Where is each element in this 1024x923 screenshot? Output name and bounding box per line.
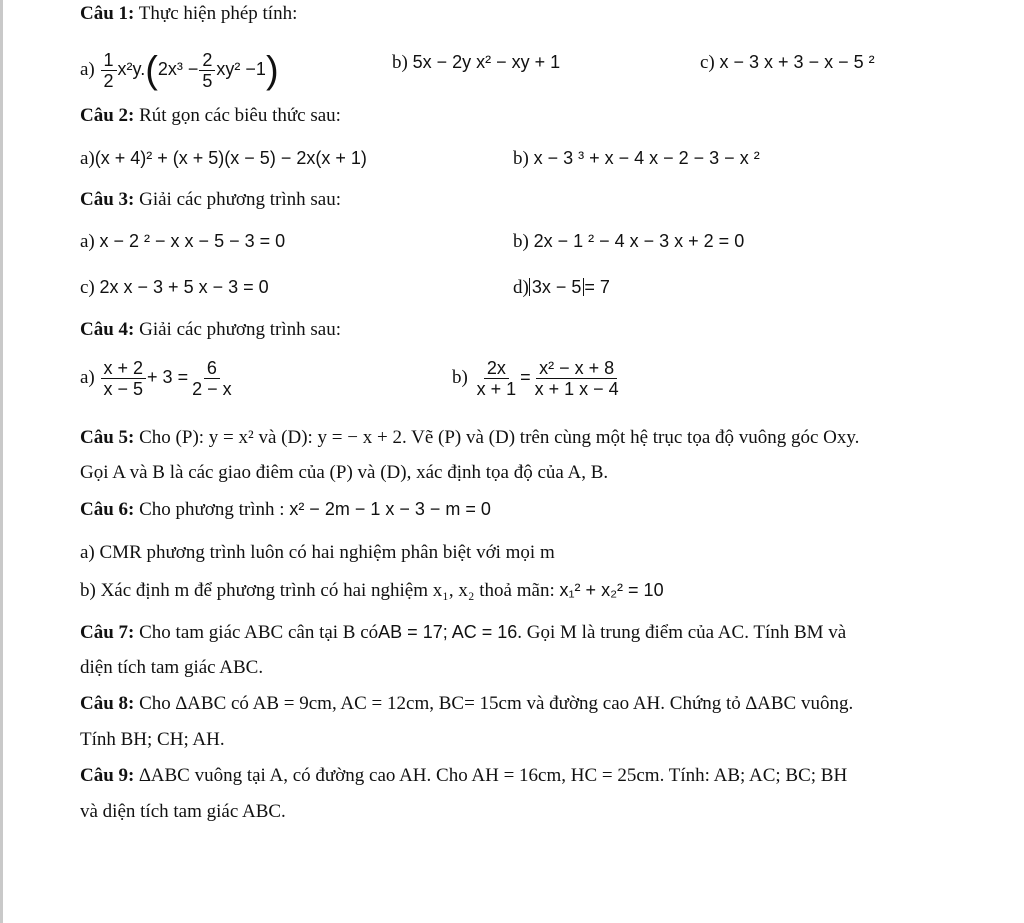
q4-heading xyxy=(80,318,341,342)
page-left-edge xyxy=(0,0,3,923)
q9-title: Câu 9: xyxy=(80,765,135,786)
q1b-label: b) xyxy=(392,52,408,73)
q4b-num1: 2x xyxy=(484,358,509,379)
q5-title: Câu 5: xyxy=(80,427,135,448)
q7-line-2 xyxy=(80,656,263,680)
q7-text-1a: Cho tam giác ABC cân tại B có xyxy=(139,622,379,643)
q1a-label: a) xyxy=(80,58,95,80)
q1a-part3: xy² −1 xyxy=(216,58,266,79)
q4a-num2: 6 xyxy=(204,358,220,379)
q7-text-2: diện tích tam giác ABC. xyxy=(80,657,264,678)
q3-part-a xyxy=(80,229,285,254)
q4-title: Câu 4: xyxy=(80,319,135,340)
q1c-label: c) xyxy=(700,52,715,73)
q4a-label: a) xyxy=(80,366,95,388)
q3a-label: a) xyxy=(80,231,95,252)
q8-text-1: Cho ∆ABC có AB = 9cm, AC = 12cm, BC= 15cm và đường cao AH. Chứng tỏ ∆ABC vuông. xyxy=(139,693,854,714)
q9-text-2: và diện tích tam giác ABC. xyxy=(80,801,286,822)
q1-part-b xyxy=(392,50,560,75)
q2b-label: b) xyxy=(513,148,529,169)
q4b-den1: x + 1 xyxy=(476,379,517,399)
q4b-num2: x² − x + 8 xyxy=(536,358,617,379)
q3d-abs: 3x − 5 xyxy=(529,278,585,296)
q8-title: Câu 8: xyxy=(80,693,135,714)
q3-part-b xyxy=(513,229,744,254)
q8-line-2 xyxy=(80,728,225,752)
q6a-text: a) CMR phương trình luôn có hai nghiệm phân biệt với mọi m xyxy=(80,542,555,563)
q6-expr: x² − 2m − 1 x − 3 − m = 0 xyxy=(289,499,491,519)
q7-line-1 xyxy=(80,620,846,645)
q3b-expr: 2x − 1 ² − 4 x − 3 x + 2 = 0 xyxy=(533,231,745,251)
q3-text: Giải các phương trình sau: xyxy=(139,189,341,210)
q6b-text: b) Xác định m để phương trình có hai nghiệm x₁, x₂ thoả mãn: xyxy=(80,580,555,601)
q2-text: Rút gọn các biêu thức sau: xyxy=(139,105,341,126)
q6-text: Cho phương trình : xyxy=(139,499,285,520)
q4-part-b xyxy=(452,358,623,399)
q4a-fraction-1 xyxy=(101,358,147,399)
q2b-expr: x − 3 ³ + x − 4 x − 2 − 3 − x ² xyxy=(533,148,760,168)
q3c-label: c) xyxy=(80,277,95,298)
q3a-expr: x − 2 ² − x x − 5 − 3 = 0 xyxy=(99,231,286,251)
q4b-fraction-1 xyxy=(474,358,520,399)
q4b-den2: x + 1 x − 4 xyxy=(534,379,619,399)
q7-text-1b: . Gọi M là trung điểm của AC. Tính BM và xyxy=(517,622,847,643)
q5-line-1 xyxy=(80,426,859,450)
q9-text-1: ∆ABC vuông tại A, có đường cao AH. Cho AH = 16cm, HC = 25cm. Tính: AB; AC; BC; BH xyxy=(139,765,848,786)
q9-line-2 xyxy=(80,800,286,824)
q1-part-a xyxy=(80,50,279,91)
q6-heading xyxy=(80,497,491,522)
q3-part-c xyxy=(80,275,269,300)
q2-part-b xyxy=(513,146,760,171)
q9-line-1 xyxy=(80,764,847,788)
q1a-part2: 2x³ − xyxy=(157,58,199,79)
q5-text-2: Gọi A và B là các giao điêm của (P) và (D), xác định tọa độ của A, B. xyxy=(80,462,609,483)
q2a-expr: (x + 4)² + (x + 5)(x − 5) − 2x(x + 1) xyxy=(94,148,367,168)
q1a-fraction-2 xyxy=(199,50,215,91)
q2-heading xyxy=(80,104,341,128)
q3d-rest: = 7 xyxy=(584,277,610,297)
q3-title: Câu 3: xyxy=(80,189,135,210)
q8-line-1 xyxy=(80,692,853,716)
q8-text-2: Tính BH; CH; AH. xyxy=(80,729,225,750)
q1-heading xyxy=(80,2,297,26)
q3c-expr: 2x x − 3 + 5 x − 3 = 0 xyxy=(99,277,269,297)
q1-text: Thực hiện phép tính: xyxy=(138,3,298,24)
q3-part-d xyxy=(513,275,610,300)
q4a-mid: + 3 = xyxy=(147,366,189,387)
q1a-open-paren: ( xyxy=(145,49,158,92)
q1a-fraction-1 xyxy=(101,50,117,91)
q7-math: AB = 17; AC = 16 xyxy=(378,622,518,642)
q1a-den1: 2 xyxy=(103,71,114,91)
q4b-fraction-2 xyxy=(532,358,622,399)
q6-part-a xyxy=(80,541,555,565)
q1a-part1: x²y. xyxy=(117,58,146,79)
q4-text: Giải các phương trình sau: xyxy=(139,319,341,340)
q4a-fraction-2 xyxy=(189,358,235,399)
q1a-num2: 2 xyxy=(199,50,215,71)
q2-title: Câu 2: xyxy=(80,105,135,126)
q1a-den2: 5 xyxy=(202,71,213,91)
q3-heading xyxy=(80,188,341,212)
q3b-label: b) xyxy=(513,231,529,252)
q3d-label: d) xyxy=(513,277,529,298)
q4a-den1: x − 5 xyxy=(103,379,144,399)
q6-part-b xyxy=(80,578,664,603)
q7-title: Câu 7: xyxy=(80,622,135,643)
q1c-expr: x − 3 x + 3 − x − 5 ² xyxy=(719,52,875,72)
q1-part-c xyxy=(700,50,875,75)
q4-part-a xyxy=(80,358,236,399)
q6-title: Câu 6: xyxy=(80,499,135,520)
q4a-den2: 2 − x xyxy=(192,379,232,399)
q1b-expr: 5x − 2y x² − xy + 1 xyxy=(412,52,561,72)
q4b-eq: = xyxy=(520,366,531,387)
q2a-label: a) xyxy=(80,148,95,169)
q5-line-2 xyxy=(80,461,608,485)
q1a-close-paren: ) xyxy=(265,49,279,92)
q2-part-a xyxy=(80,146,367,171)
q6b-expr: x₁² + x₂² = 10 xyxy=(559,580,664,600)
q1a-num1: 1 xyxy=(101,50,117,71)
q4a-num1: x + 2 xyxy=(101,358,147,379)
q1-title: Câu 1: xyxy=(80,3,135,24)
q5-text-1: Cho (P): y = x² và (D): y = − x + 2. Vẽ (P) và (D) trên cùng một hệ trục tọa độ vuông góc Oxy. xyxy=(139,427,860,448)
q4b-label: b) xyxy=(452,366,468,388)
